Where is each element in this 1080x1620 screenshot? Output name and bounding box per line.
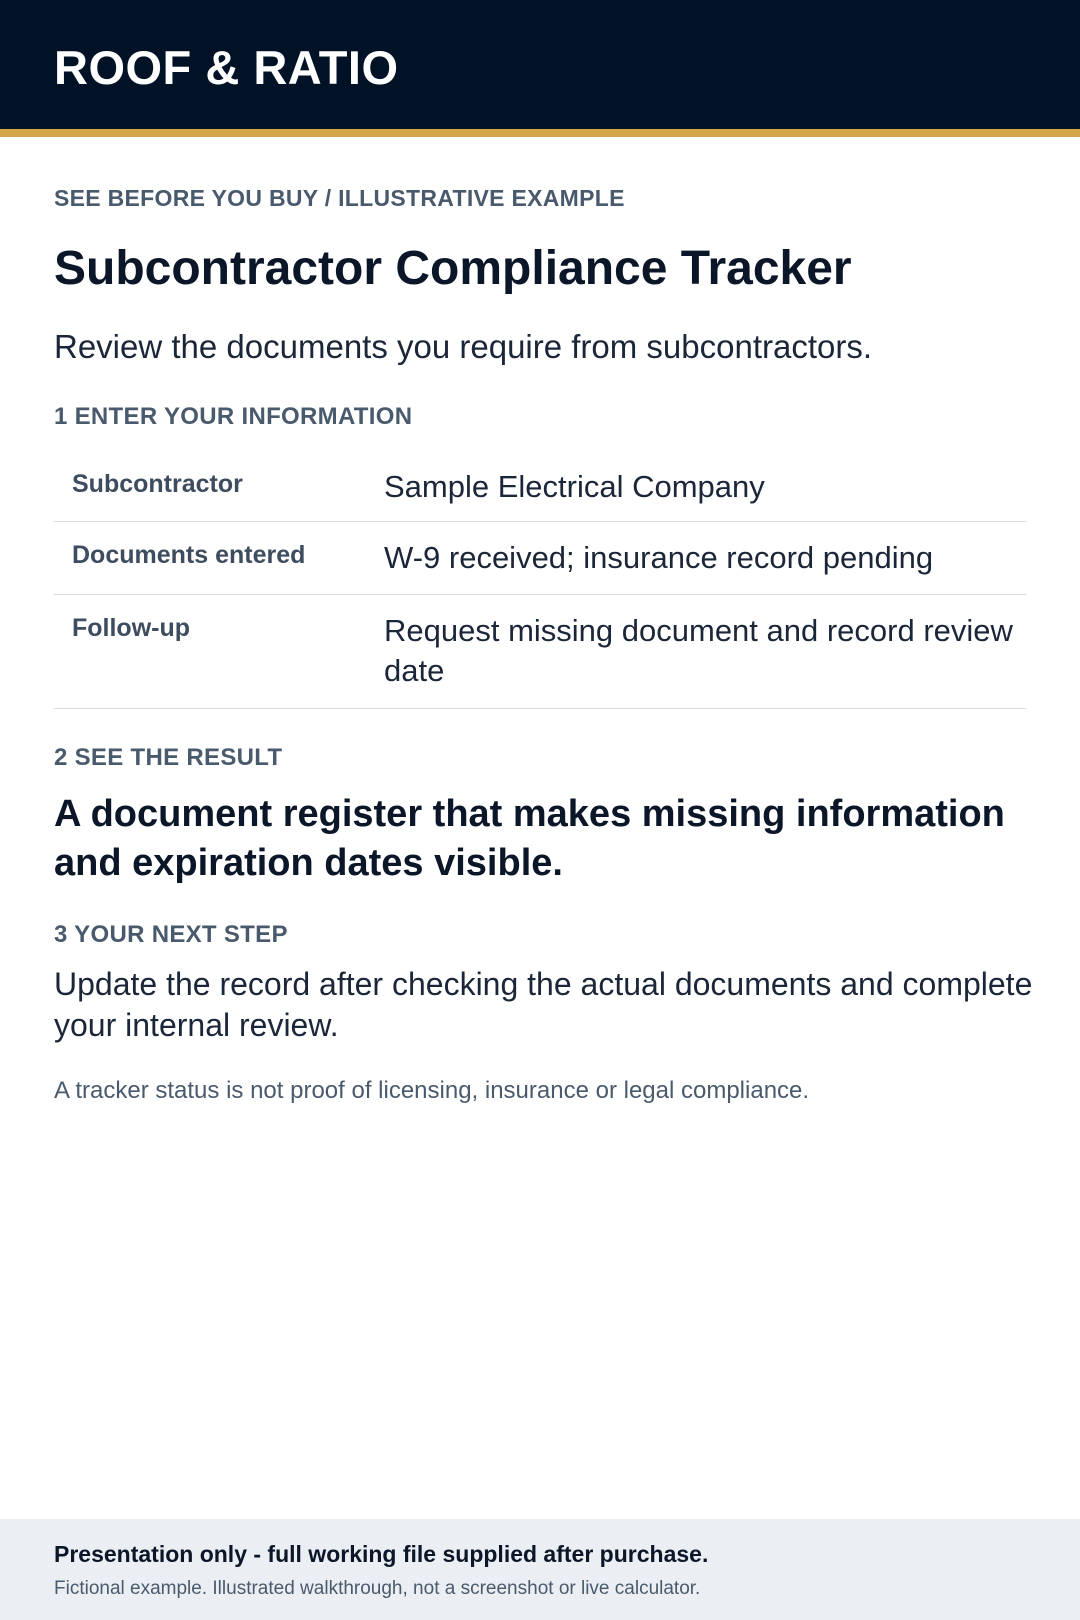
info-key: Subcontractor — [72, 470, 243, 498]
eyebrow-label: SEE BEFORE YOU BUY / ILLUSTRATIVE EXAMPLE — [54, 185, 625, 211]
footer-note: Fictional example. Illustrated walkthrough, not a screenshot or live calculator. — [54, 1578, 701, 1599]
info-row-subcontractor — [54, 452, 1026, 522]
brand-header — [0, 0, 1080, 137]
info-value: W-9 received; insurance record pending — [384, 540, 934, 575]
info-value: Request missing document and record review date — [384, 613, 1013, 688]
footer-main-text: Presentation only - full working file supplied after purchase. — [54, 1541, 709, 1567]
result-statement: A document register that makes missing information and expiration dates visible. — [54, 793, 1005, 884]
step-3-label: 3 YOUR NEXT STEP — [54, 921, 288, 948]
page-subtitle: Review the documents you require from subcontractors. — [54, 328, 873, 365]
step-1-label: 1 ENTER YOUR INFORMATION — [54, 403, 413, 430]
information-table — [54, 452, 1026, 709]
brand-name: ROOF & RATIO — [54, 41, 399, 94]
info-value: Sample Electrical Company — [384, 469, 765, 504]
compliance-disclaimer: A tracker status is not proof of licensing, insurance or legal compliance. — [54, 1077, 810, 1104]
info-row-documents — [54, 522, 1026, 595]
info-key: Documents entered — [72, 541, 306, 569]
page-title: Subcontractor Compliance Tracker — [54, 242, 852, 295]
info-key: Follow-up — [72, 614, 191, 642]
footer-banner — [0, 1519, 1080, 1620]
step-2-label: 2 SEE THE RESULT — [54, 744, 283, 771]
info-row-follow-up — [54, 595, 1026, 709]
next-step-text: Update the record after checking the actual documents and complete your internal review. — [54, 966, 1033, 1043]
